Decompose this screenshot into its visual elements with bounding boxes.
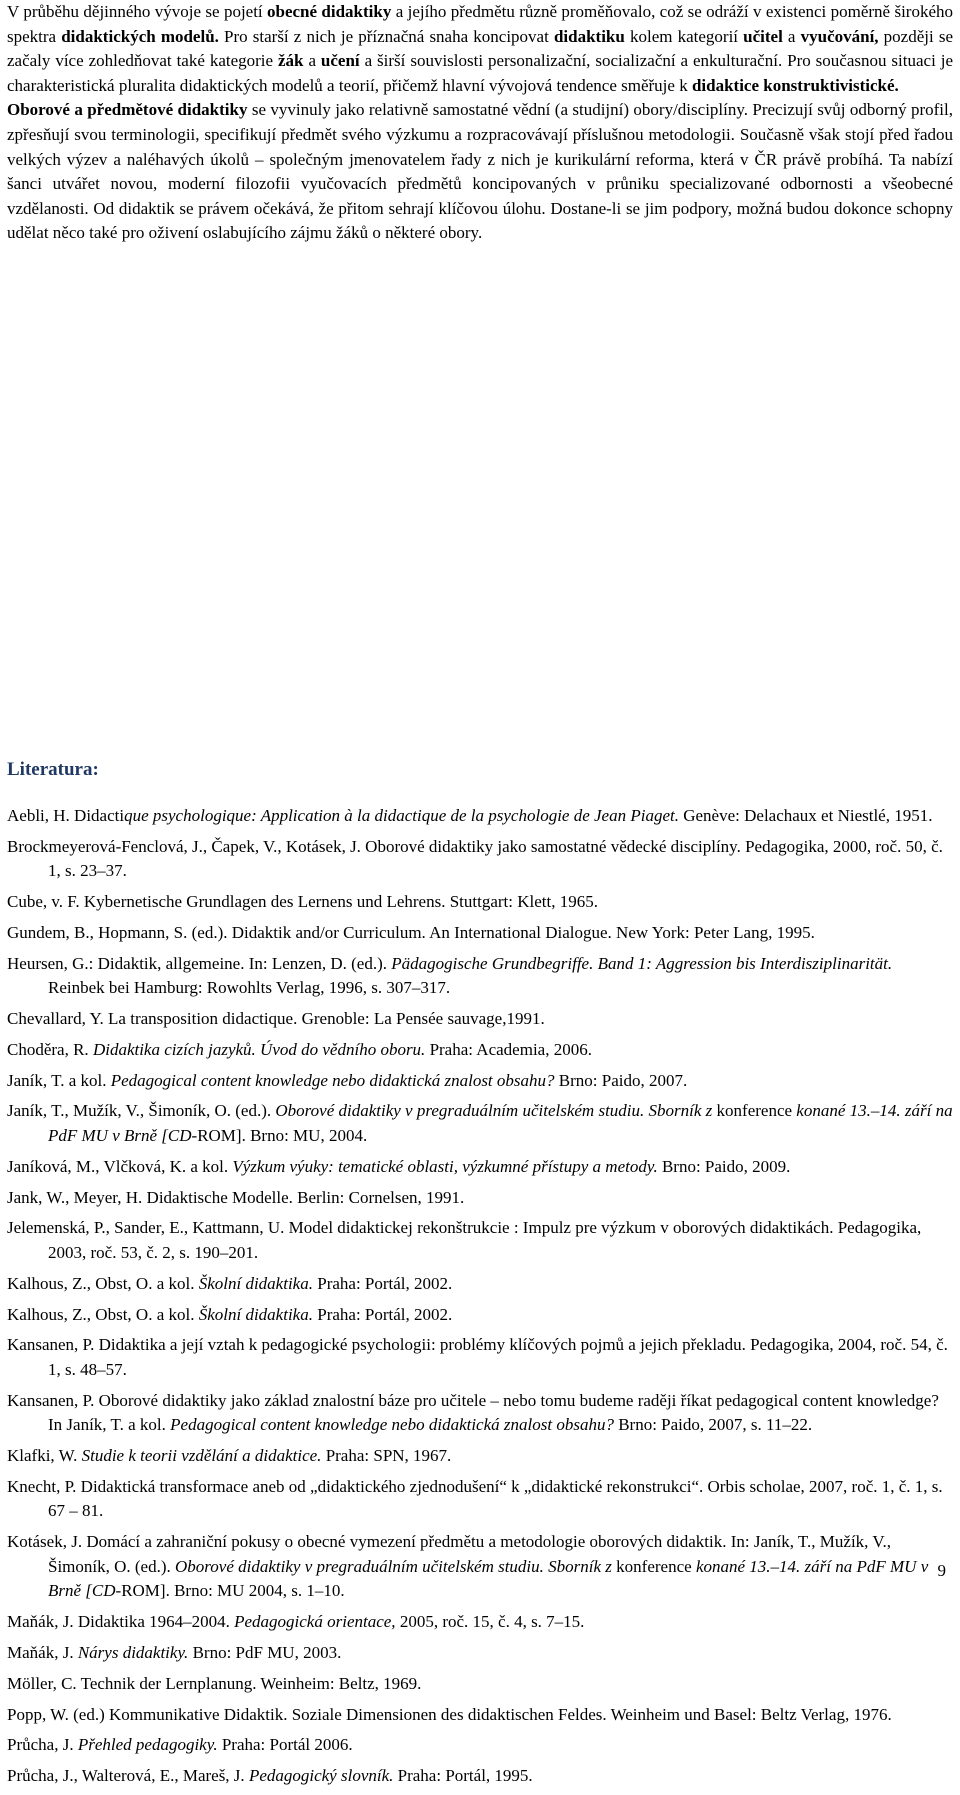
- text-run: Janíková, M., Vlčková, K. a kol.: [7, 1156, 233, 1176]
- bold-run: didaktiku: [553, 26, 625, 46]
- body-text: [7, 0, 953, 246]
- reference-item: [7, 921, 953, 946]
- text-run: a: [782, 26, 801, 46]
- reference-item: [7, 1186, 953, 1211]
- reference-item: [7, 1475, 953, 1524]
- text-run: Praha: SPN, 1967.: [321, 1446, 452, 1466]
- text-run: kolem kategorií: [624, 26, 744, 46]
- reference-list: [7, 804, 953, 1795]
- italic-run: Pedagogical content knowledge nebo didaktická znalost obsahu?: [110, 1070, 555, 1090]
- text-run: konference: [611, 1556, 696, 1576]
- paragraph-didactic-models: [7, 0, 953, 98]
- italic-run: Didaktika cizích jazyků. Úvod do vědního oboru.: [92, 1039, 426, 1059]
- reference-item: [7, 1733, 953, 1758]
- text-run: se vyvinuly jako relativně samostatné vědní (a studijní) obory/disciplíny. Precizují svůj odborný profil, zpřesňují svou terminologii, specifikují předmět svého výzkumu a rozpracovávají příslušnou metodologii. Současně však stojí před řadou velkých výzev a naléhavých úkolů – společným jmenovatelem řady z nich je kurikulární reforma, která v ČR právě probíhá. Ta nabízí šanci utvářet novou, moderní filozofii vyučovacích předmětů koncipovaných v průniku specializované odbornosti a všeobecné vzdělanosti. Od didaktik se právem očekává, že přitom sehrají klíčovou úlohu. Dostane-li se jim podpory, možná budou dokonce schopny udělat něco také pro oživení oslabujícího zájmu žáků o některé obory.: [7, 100, 953, 243]
- reference-item: [7, 1007, 953, 1032]
- italic-run: Pedagogical content knowledge nebo didaktická znalost obsahu?: [170, 1415, 614, 1435]
- reference-item: [7, 1069, 953, 1094]
- text-run: Heursen, G.: Didaktik, allgemeine. In: Lenzen, D. (ed.).: [7, 953, 392, 973]
- text-run: Brno: PdF MU, 2003.: [188, 1642, 342, 1662]
- reference-item: [7, 1099, 953, 1148]
- text-run: V průběhu dějinného vývoje se pojetí: [7, 2, 268, 21]
- reference-item: [7, 1672, 953, 1697]
- reference-item: [7, 1389, 953, 1438]
- text-run: Choděra, R.: [7, 1039, 93, 1059]
- reference-item: [7, 1303, 953, 1328]
- italic-run: Oborové didaktiky v pregraduálním učitelském studiu. Sborník z: [275, 1101, 713, 1121]
- page-number: 9: [937, 1561, 946, 1580]
- italic-run: Pedagogická orientace,: [234, 1612, 396, 1632]
- text-run: Průcha, J., Walterová, E., Mareš, J.: [7, 1766, 249, 1786]
- text-run: Praha: Portál, 2002.: [312, 1304, 453, 1324]
- italic-run: Studie k teorii vzdělání a didaktice.: [81, 1446, 322, 1466]
- reference-item: [7, 1272, 953, 1297]
- text-run: Brno: Paido, 2009.: [657, 1156, 791, 1176]
- text-run: Brno: Paido, 2007.: [554, 1070, 688, 1090]
- italic-run: Školní didaktika.: [198, 1304, 313, 1324]
- text-run: Klafki, W.: [7, 1446, 82, 1466]
- reference-item: [7, 804, 953, 829]
- text-run: Praha: Academia, 2006.: [425, 1039, 592, 1059]
- text-run: Knecht, P. Didaktická transformace aneb od „didaktického zjednodušení“ k „didaktické rekonstrukci“. Orbis scholae, 2007, roč. 1, č. 1, s. 67 – 81.: [7, 1476, 943, 1521]
- text-run: Jelemenská, P., Sander, E., Kattmann, U. Model didaktickej rekonštrukcie : Impulz pre výzkum v oborových didaktikách. Pedagogika, 2003, roč. 53, č. 2, s. 190–201.: [7, 1218, 922, 1262]
- italic-run: konané 13.–14. září na PdF MU v Brně [CD: [48, 1556, 929, 1601]
- italic-run: Nárys didaktiky.: [77, 1642, 189, 1662]
- text-run: Praha: Portál 2006.: [217, 1735, 353, 1755]
- bold-run: žák: [278, 51, 304, 71]
- text-run: Genève: Delachaux et Niestlé, 1951.: [678, 806, 933, 825]
- italic-run: Školní didaktika.: [198, 1273, 313, 1293]
- text-run: Chevallard, Y. La transposition didactique. Grenoble: La Pensée sauvage,1991.: [7, 1009, 545, 1029]
- italic-run: Oborové didaktiky v pregraduálním učitelském studiu. Sborník z: [175, 1556, 612, 1576]
- text-run: Praha: Portál, 2002.: [312, 1273, 453, 1293]
- text-run: Popp, W. (ed.) Kommunikative Didaktik. Soziale Dimensionen des didaktischen Feldes. Weinheim und Basel: Beltz Verlag, 1976.: [7, 1704, 892, 1724]
- text-run: Praha: Portál, 1995.: [393, 1766, 533, 1786]
- reference-item: [7, 1703, 953, 1728]
- text-run: Kalhous, Z., Obst, O. a kol.: [7, 1304, 199, 1324]
- text-run: a: [303, 51, 321, 71]
- text-run: Janík, T., Mužík, V., Šimoník, O. (ed.).: [7, 1101, 276, 1121]
- italic-run: Pedagogický slovník.: [248, 1766, 394, 1786]
- text-run: 2005, roč. 15, č. 4, s. 7–15.: [395, 1612, 585, 1632]
- text-run: Pro starší z nich je příznačná snaha koncipovat: [218, 26, 554, 46]
- bold-run: obecné didaktiky: [267, 2, 392, 21]
- text-run: Jank, W., Meyer, H. Didaktische Modelle. Berlin: Cornelsen, 1991.: [7, 1187, 465, 1207]
- literature-heading: Literatura:: [7, 759, 99, 780]
- italic-run: que psychologique: Application à la didactique de la psychologie de Jean Piaget.: [124, 806, 679, 825]
- text-run: a jejího předmětu různě proměňovalo, což se odráží v existenci poměrně širokého spektra: [7, 2, 953, 46]
- reference-item: [7, 1764, 953, 1789]
- text-run: -ROM]. Brno: MU 2004, s. 1–10.: [115, 1581, 345, 1601]
- text-run: později se začaly více zohledňovat také kategorie: [7, 26, 953, 71]
- text-run: Průcha, J.: [7, 1735, 78, 1755]
- reference-item: [7, 1444, 953, 1469]
- text-run: Brockmeyerová-Fenclová, J., Čapek, V., Kotásek, J. Oborové didaktiky jako samostatné vědecké disciplíny. Pedagogika, 2000, roč. 50, č. 1, s. 23–37.: [7, 836, 943, 881]
- text-run: Kansanen, P. Didaktika a její vztah k pedagogické psychologii: problémy klíčových pojmů a jejich překladu. Pedagogika, 2004, roč. 54, č. 1, s. 48–57.: [7, 1335, 948, 1379]
- reference-item: [7, 1333, 953, 1382]
- paragraph-subject-didactics: [7, 98, 953, 246]
- reference-item: [7, 952, 953, 1001]
- text-run: Aebli, H. Didacti: [7, 806, 125, 825]
- reference-item: [7, 835, 953, 884]
- text-run: Kotásek, J. Domácí a zahraniční pokusy o obecné vymezení předmětu a metodologie oborových didaktik. In: Janík, T., Mužík, V., Šimoník, O. (ed.).: [7, 1532, 891, 1576]
- text-run: -ROM]. Brno: MU, 2004.: [191, 1126, 368, 1146]
- text-run: Reinbek bei Hamburg: Rowohlts Verlag, 1996, s. 307–317.: [48, 978, 451, 998]
- text-run: Brno: Paido, 2007, s. 11–22.: [613, 1415, 813, 1435]
- bold-run: učení: [320, 51, 360, 71]
- italic-run: Pädagogische Grundbegriffe. Band 1: Aggression bis Interdisziplinarität.: [391, 953, 893, 973]
- bold-run: učitel: [743, 26, 783, 46]
- text-run: Maňák, J. Didaktika 1964–2004.: [7, 1612, 235, 1632]
- reference-item: [7, 1610, 953, 1635]
- text-run: Kansanen, P. Oborové didaktiky jako základ znalostní báze pro učitele – nebo tomu budeme raději říkat pedagogical content knowledge? In Janík, T. a kol.: [7, 1390, 939, 1435]
- text-run: Cube, v. F. Kybernetische Grundlagen des Lernens und Lehrens. Stuttgart: Klett, 1965.: [7, 892, 598, 912]
- italic-run: Přehled pedagogiky.: [77, 1735, 218, 1755]
- bold-run: vyučování,: [800, 26, 879, 46]
- reference-item: [7, 1038, 953, 1063]
- text-run: konference: [712, 1101, 797, 1121]
- text-run: Kalhous, Z., Obst, O. a kol.: [7, 1273, 199, 1293]
- italic-run: Výzkum výuky: tematické oblasti, výzkumné přístupy a metody.: [232, 1156, 658, 1176]
- reference-item: [7, 890, 953, 915]
- text-run: a širší souvislosti personalizační, socializační a enkulturační. Pro současnou situaci je charakteristická pluralita didaktických modelů a teorií, přičemž hlavní vývojová tendence směřuje k: [7, 51, 954, 95]
- text-run: Möller, C. Technik der Lernplanung. Weinheim: Beltz, 1969.: [7, 1673, 422, 1693]
- italic-run: konané 13.–14. září na PdF MU v Brně [CD: [48, 1101, 953, 1146]
- bold-run: didaktických modelů.: [61, 26, 219, 46]
- bold-run: Oborové a předmětové didaktiky: [7, 100, 248, 120]
- reference-item: [7, 1155, 953, 1180]
- text-run: Janík, T. a kol.: [7, 1070, 111, 1090]
- text-run: Gundem, B., Hopmann, S. (ed.). Didaktik and/or Curriculum. An International Dialogue. New York: Peter Lang, 1995.: [7, 922, 815, 942]
- reference-item: [7, 1641, 953, 1666]
- reference-item: [7, 1216, 953, 1265]
- text-run: Maňák, J.: [7, 1642, 78, 1662]
- bold-run: didaktice konstruktivistické.: [691, 75, 899, 95]
